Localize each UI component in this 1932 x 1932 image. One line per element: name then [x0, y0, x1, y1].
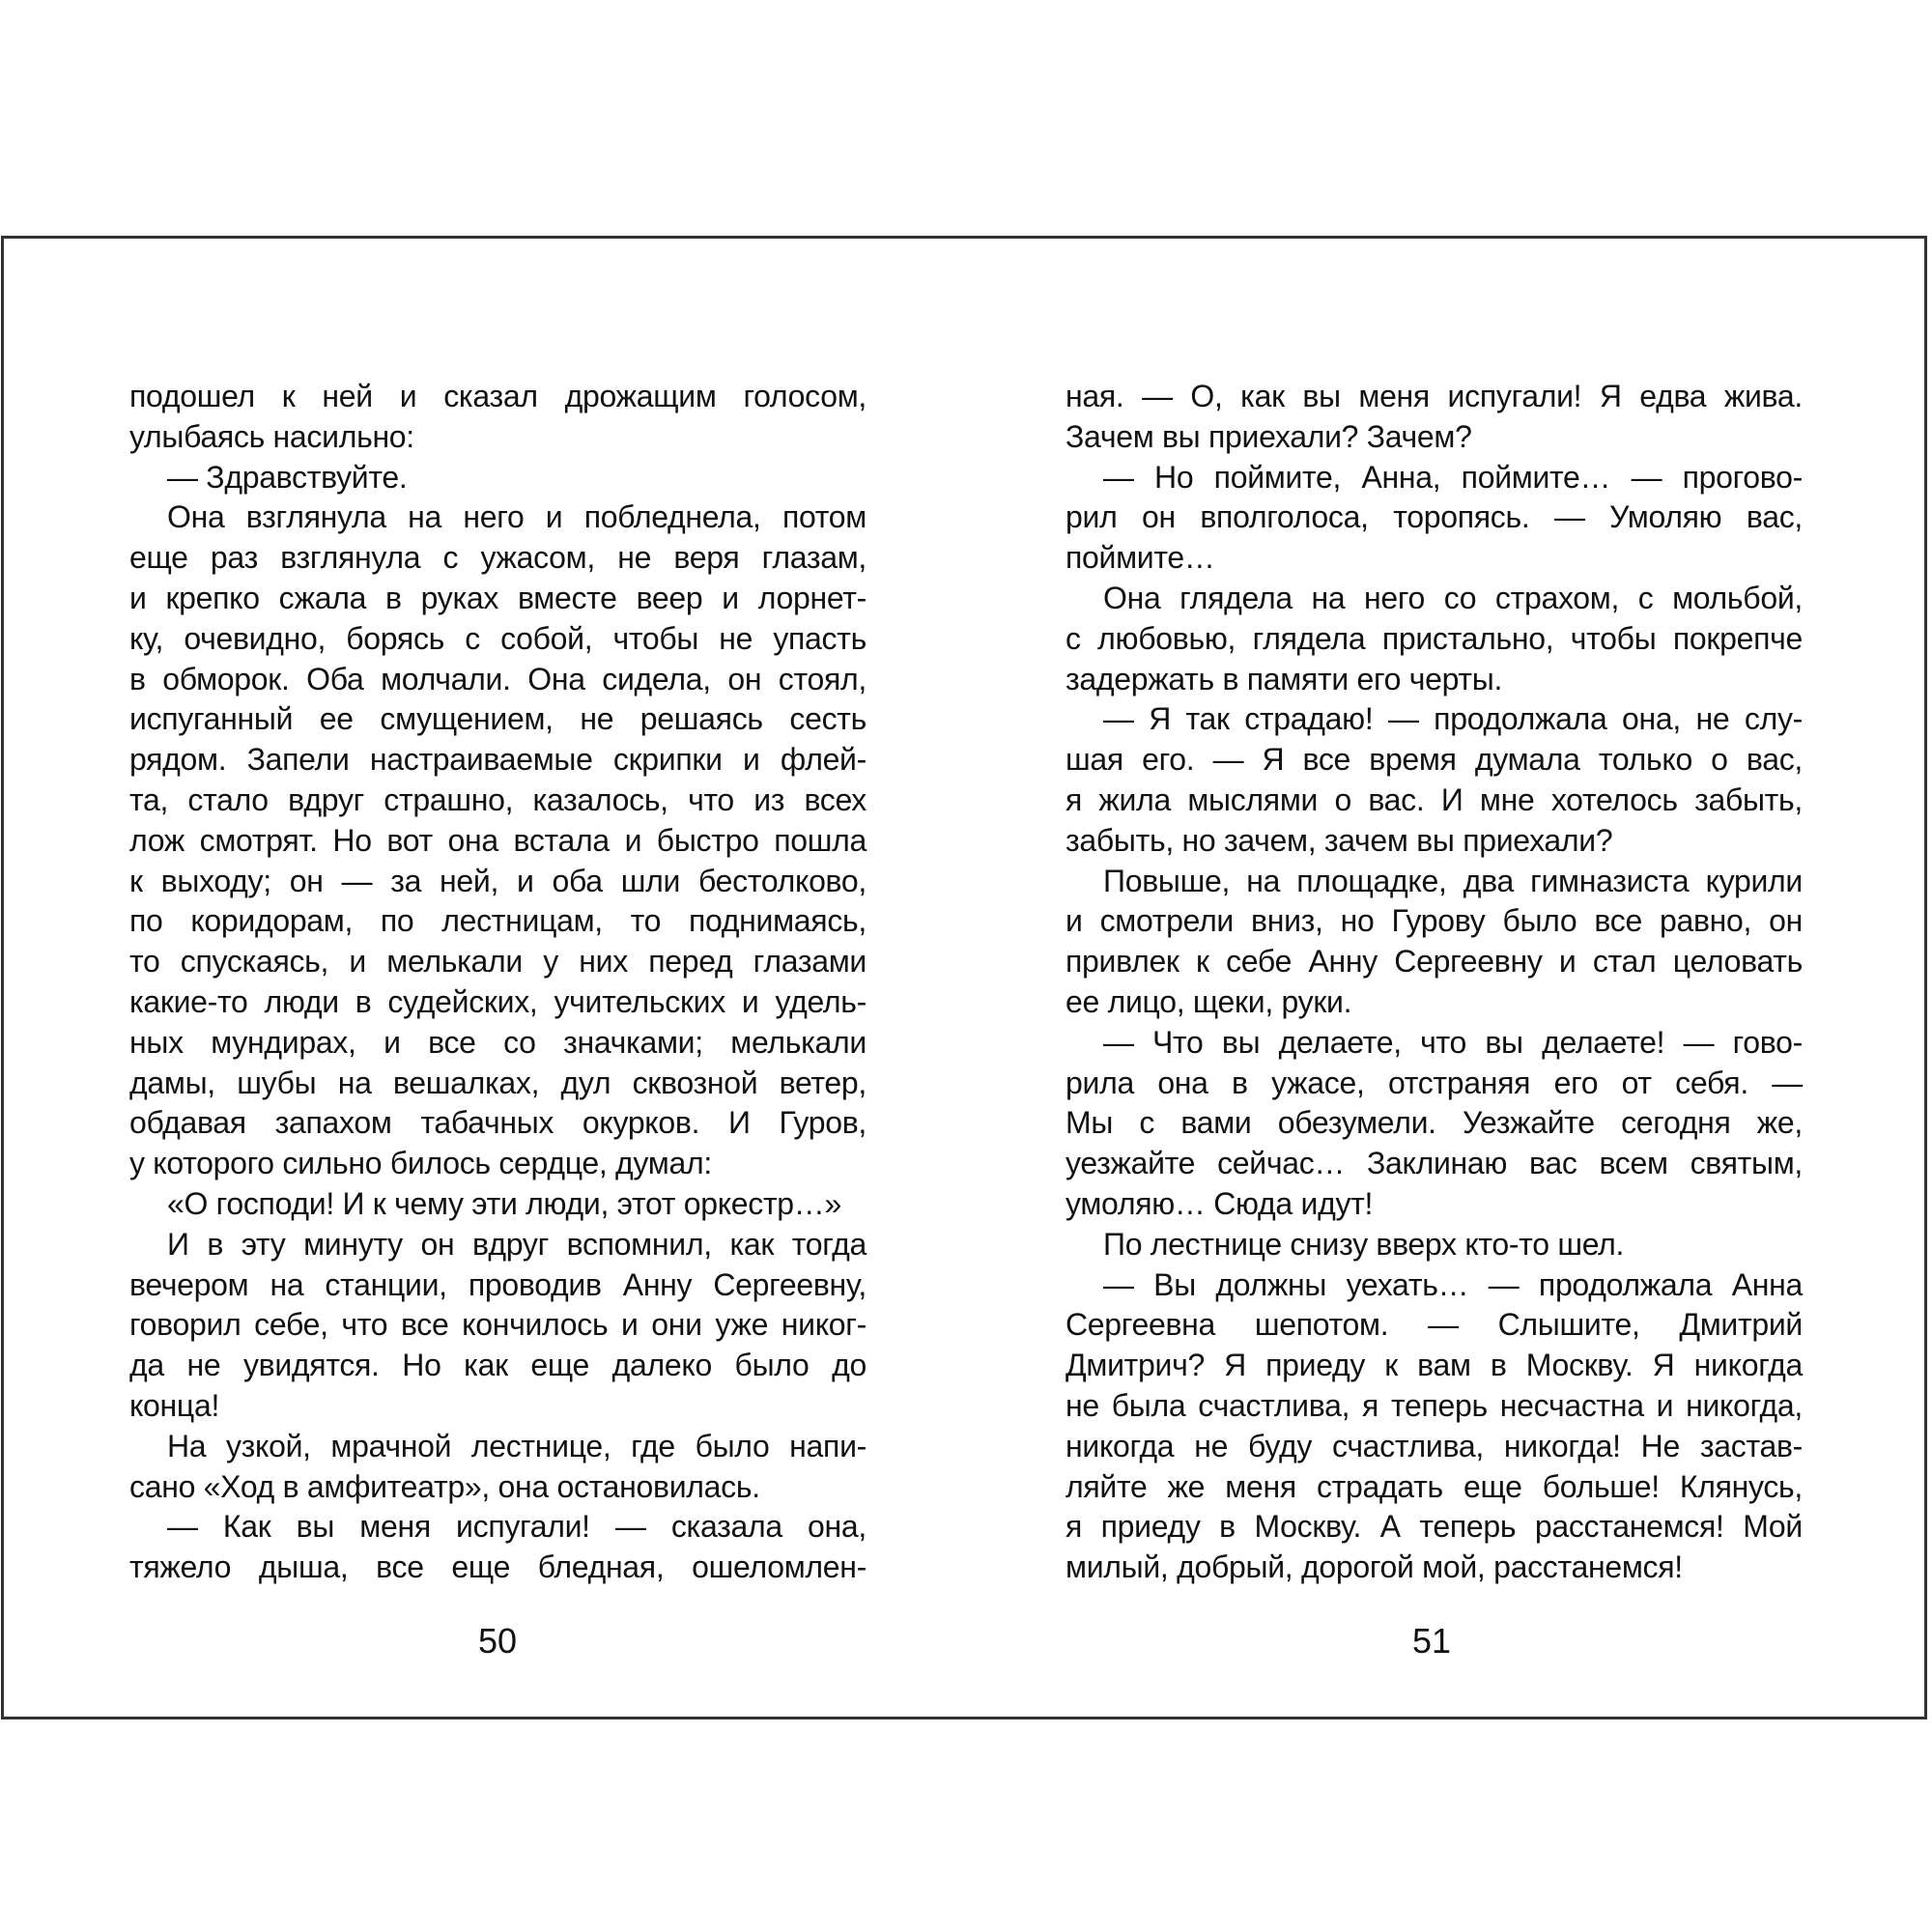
text-line: Она взглянула на него и побледнела, потом	[167, 499, 867, 535]
text-line: да не увидятся. Но как еще далеко было до	[129, 1348, 867, 1383]
text-line: — Как вы меня испугали! — сказала она,	[167, 1509, 867, 1545]
text-line: вечером на станции, проводив Анну Сергеевну,	[129, 1266, 867, 1302]
text-line: еще раз взглянула с ужасом, не веря глазам,	[129, 540, 867, 576]
text-line: я приеду в Москву. А теперь расстанемся! Мой	[1065, 1509, 1803, 1545]
text-line: по коридорам, по лестницам, то поднимаясь,	[129, 903, 867, 939]
text-line: рил он вполголоса, торопясь. — Умоляю вас,	[1065, 499, 1803, 535]
text-line: не была счастлива, я теперь несчастна и никогда,	[1065, 1387, 1803, 1423]
text-line: — Здравствуйте.	[167, 459, 408, 495]
text-line: На узкой, мрачной лестнице, где было напи-	[167, 1428, 867, 1463]
text-line: сано «Ход в амфитеатр», она остановилась.	[129, 1468, 760, 1504]
text-line: в обморок. Оба молчали. Она сидела, он стоял,	[129, 661, 867, 696]
left-page-text	[129, 377, 867, 1588]
text-line: Повыше, на площадке, два гимназиста курили	[1103, 863, 1803, 898]
text-line: рядом. Запели настраиваемые скрипки и флей-	[129, 742, 867, 778]
right-page-number: 51	[1411, 1621, 1452, 1661]
text-line: — Я так страдаю! — продолжала она, не слу-	[1103, 701, 1803, 737]
text-line: умоляю… Сюда идут!	[1065, 1185, 1374, 1221]
text-line: привлек к себе Анну Сергеевну и стал целовать	[1065, 944, 1803, 980]
text-line: поймите…	[1065, 540, 1215, 576]
text-line: ная. — О, как вы меня испугали! Я едва жива.	[1065, 379, 1803, 413]
text-line: уезжайте сейчас… Заклинаю вас всем святым,	[1065, 1146, 1803, 1181]
text-line: — Но поймите, Анна, поймите… — прогово-	[1103, 459, 1803, 495]
right-page-text	[1065, 377, 1803, 1588]
text-line: милый, добрый, дорогой мой, расстанемся!	[1065, 1549, 1683, 1585]
text-line: дамы, шубы на вешалках, дул сквозной ветер,	[129, 1065, 867, 1100]
text-line: обдавая запахом табачных окурков. И Гуров,	[129, 1105, 867, 1141]
text-line: «О господи! И к чему эти люди, этот оркестр…»	[167, 1185, 842, 1221]
text-line: никогда не буду счастлива, никогда! Не застав-	[1065, 1428, 1803, 1463]
text-line: — Вы должны уехать… — продолжала Анна	[1103, 1266, 1803, 1302]
text-line: Дмитрич? Я приеду к вам в Москву. Я никогда	[1065, 1348, 1803, 1383]
text-line: ляйте же меня страдать еще больше! Клянусь,	[1065, 1468, 1803, 1504]
text-line: По лестнице снизу вверх кто-то шел.	[1103, 1226, 1625, 1262]
left-page-number: 50	[477, 1621, 518, 1661]
text-line: улыбаясь насильно:	[129, 418, 414, 454]
text-line: то спускаясь, и мелькали у них перед глазами	[129, 944, 867, 980]
text-line: и смотрели вниз, но Гурову было все равно, он	[1065, 903, 1803, 939]
text-line: И в эту минуту он вдруг вспомнил, как тогда	[167, 1226, 867, 1262]
text-line: и крепко сжала в руках вместе веер и лорнет-	[129, 580, 867, 615]
text-line: какие-то люди в судейских, учительских и удель-	[129, 983, 867, 1019]
text-line: я жила мыслями о вас. И мне хотелось забыть,	[1065, 781, 1803, 817]
text-line: та, стало вдруг страшно, казалось, что из всех	[129, 781, 867, 817]
text-line: говорил себе, что все кончилось и они уже никог-	[129, 1307, 867, 1343]
text-line: испуганный ее смущением, не решаясь сесть	[129, 701, 867, 737]
text-line: у которого сильно билось сердце, думал:	[129, 1146, 712, 1181]
text-line: Зачем вы приехали? Зачем?	[1065, 418, 1472, 454]
text-line: ее лицо, щеки, руки.	[1065, 983, 1352, 1019]
text-line: ных мундирах, и все со значками; мелькали	[129, 1024, 867, 1060]
text-line: конца!	[129, 1387, 220, 1423]
text-line: лож смотрят. Но вот она встала и быстро пошла	[129, 822, 867, 858]
text-line: шая его. — Я все время думала только о вас,	[1065, 742, 1803, 778]
text-line: к выходу; он — за ней, и оба шли бестолково,	[129, 863, 867, 898]
text-line: тяжело дыша, все еще бледная, ошеломлен-	[129, 1549, 867, 1585]
text-line: — Что вы делаете, что вы делаете! — гово-	[1103, 1024, 1803, 1060]
text-line: Она глядела на него со страхом, с мольбой,	[1103, 580, 1803, 615]
text-line: забыть, но зачем, зачем вы приехали?	[1065, 822, 1613, 858]
text-line: Мы с вами обезумели. Уезжайте сегодня же,	[1065, 1105, 1803, 1141]
text-line: задержать в памяти его черты.	[1065, 661, 1503, 696]
text-line: Сергеевна шепотом. — Слышите, Дмитрий	[1065, 1307, 1803, 1343]
text-line: рила она в ужасе, отстраняя его от себя. —	[1065, 1065, 1803, 1100]
text-line: подошел к ней и сказал дрожащим голосом,	[129, 379, 867, 413]
text-line: с любовью, глядела пристально, чтобы покрепче	[1065, 620, 1803, 656]
text-line: ку, очевидно, борясь с собой, чтобы не упасть	[129, 620, 867, 656]
